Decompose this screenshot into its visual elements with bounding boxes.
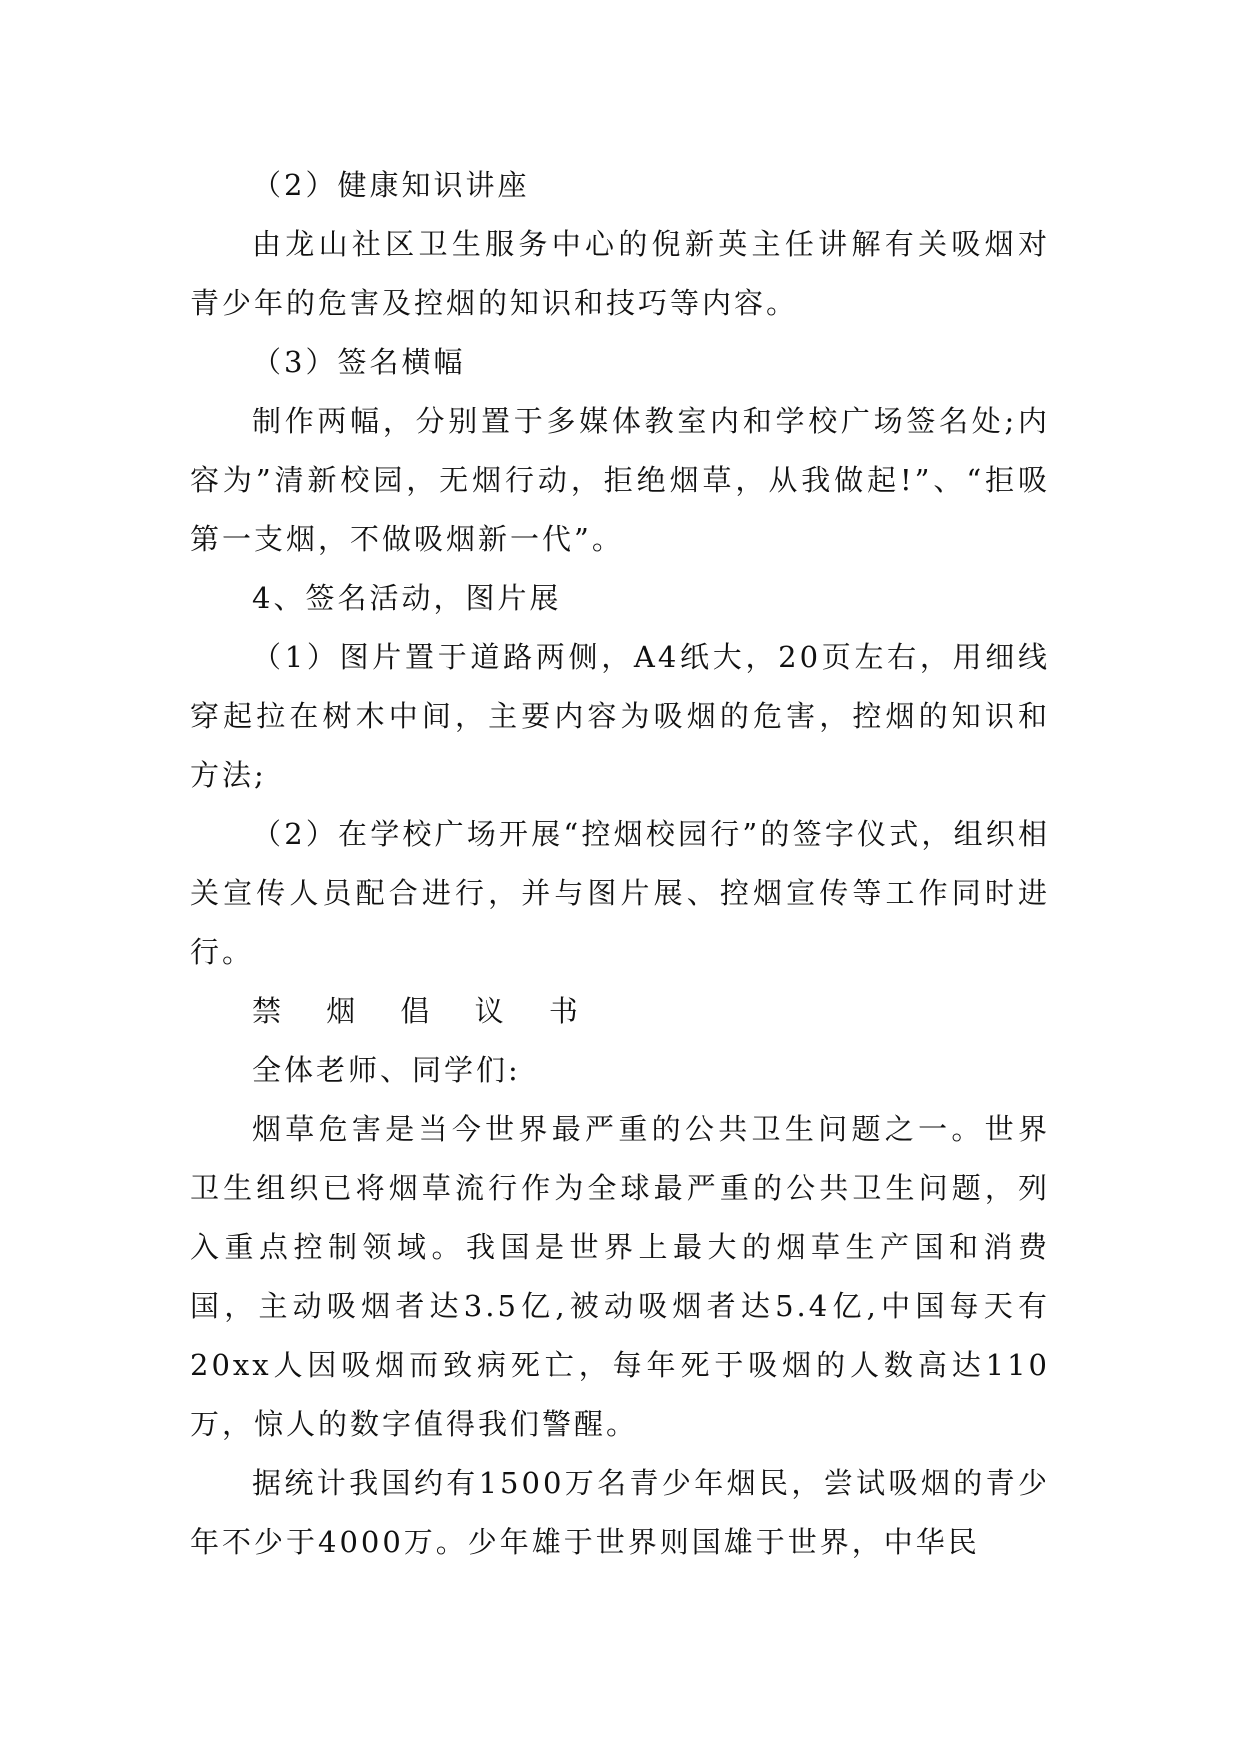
heading-signature-activity: 4、签名活动，图片展 <box>252 581 562 615</box>
document-body <box>190 156 1050 1572</box>
paragraph-lecture-description: 由龙山社区卫生服务中心的倪新英主任讲解有关吸烟对青少年的危害及控烟的知识和技巧等内容。 <box>190 227 1050 320</box>
paragraph-banner-description: 制作两幅，分别置于多媒体教室内和学校广场签名处;内容为”清新校园，无烟行动，拒绝烟草，从我做起!”、“拒吸第一支烟，不做吸烟新一代”。 <box>190 404 1050 556</box>
heading-health-lecture: （2）健康知识讲座 <box>252 168 530 202</box>
heading-signature-banner: （3）签名横幅 <box>252 345 466 379</box>
paragraph-picture-placement: （1）图片置于道路两侧，A4纸大，20页左右，用细线穿起拉在树木中间，主要内容为吸烟的危害，控烟的知识和方法; <box>190 640 1050 792</box>
paragraph-signing-ceremony: （2）在学校广场开展“控烟校园行”的签字仪式，组织相关宣传人员配合进行，并与图片展、控烟宣传等工作同时进行。 <box>190 817 1050 969</box>
proposal-title: 禁 烟 倡 议 书 <box>252 994 596 1028</box>
paragraph-youth-smokers: 据统计我国约有1500万名青少年烟民，尝试吸烟的青少年不少于4000万。少年雄于世界则国雄于世界，中华民 <box>190 1466 1050 1559</box>
salutation: 全体老师、同学们: <box>252 1053 521 1087</box>
paragraph-tobacco-harm: 烟草危害是当今世界最严重的公共卫生问题之一。世界卫生组织已将烟草流行作为全球最严重的公共卫生问题，列入重点控制领域。我国是世界上最大的烟草生产国和消费国，主动吸烟者达3.5亿,被动吸烟者达5.4亿,中国每天有20xx人因吸烟而致病死亡，每年死于吸烟的人数高达110万，惊人的数字值得我们警醒。 <box>190 1112 1050 1441</box>
